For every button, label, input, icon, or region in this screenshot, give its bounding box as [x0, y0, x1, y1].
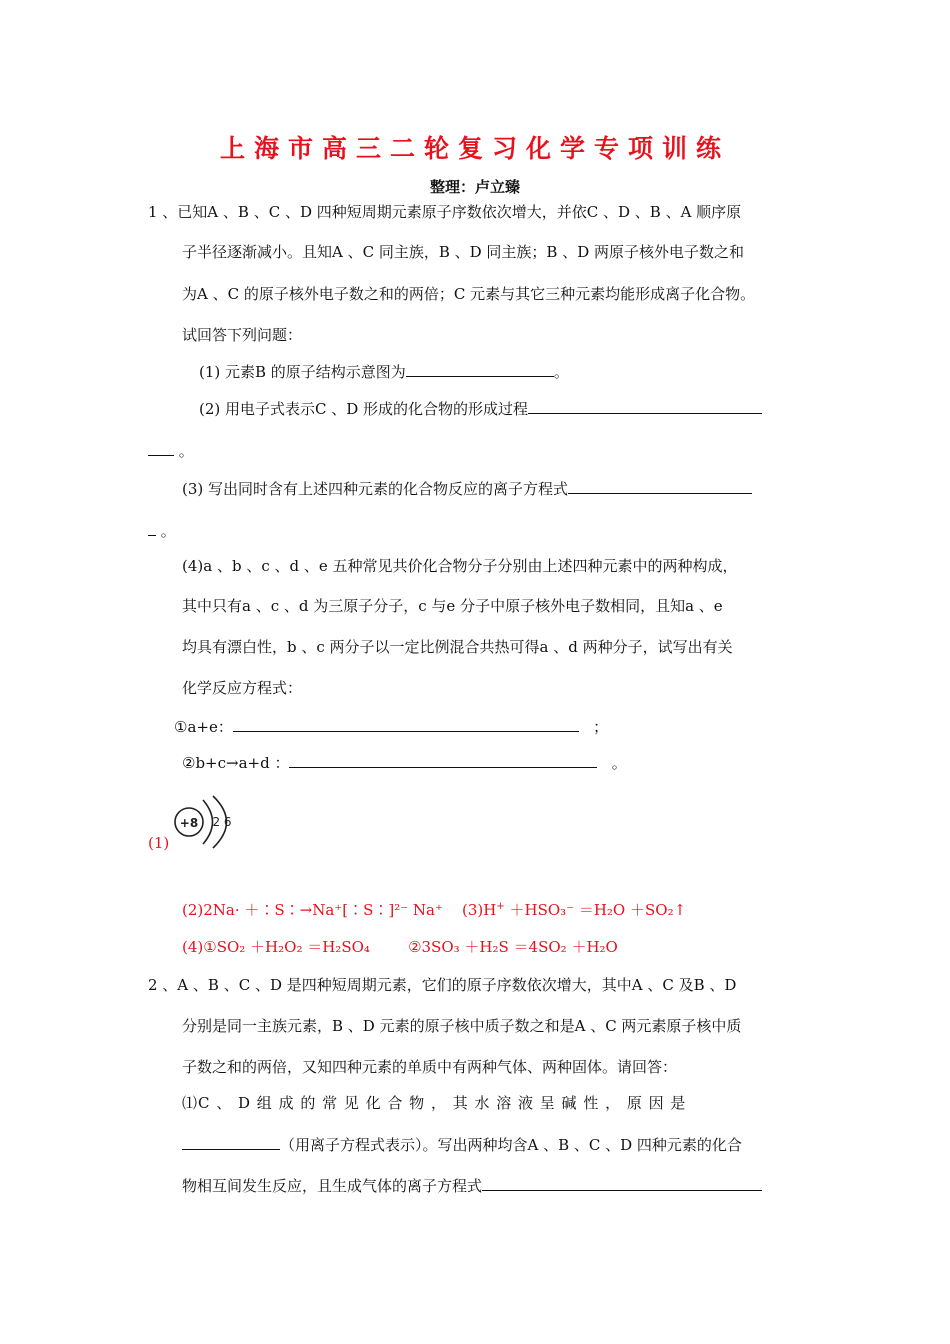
equation-2-end: 。: [611, 754, 627, 772]
answer-blank[interactable]: [182, 1134, 280, 1150]
q1-part-2-end: 。: [178, 442, 194, 460]
q1-part-3-continuation: [148, 520, 176, 541]
q2-part-1-line-2: [182, 1134, 742, 1155]
q2-part-1-text-2: 物相互间发生反应，且生成气体的离子方程式: [182, 1177, 483, 1195]
answer-blank[interactable]: [482, 1175, 762, 1191]
q1-part-1: [199, 361, 569, 382]
answer-4-part-2: ②3SO₃ ＋H₂S ＝4SO₂ ＋H₂O: [408, 938, 618, 956]
answer-3-text: ＋HSO₃⁻ ＝H₂O ＋SO₂↑: [509, 901, 687, 919]
q2-part-1-line-1: ⑴C 、 D 组 成 的 常 见 化 合 物 ， 其 水 溶 液 呈 碱 性 ， 原 因 是: [182, 1094, 687, 1112]
q1-stem-line-2: 子半径逐渐减小。且知A 、C 同主族，B 、D 同主族；B 、D 两原子核外电子数之和: [182, 243, 745, 261]
answer-3-prefix: (3)H: [461, 901, 497, 919]
answer-blank[interactable]: [289, 752, 597, 768]
q2-part-1-line-3: [182, 1175, 762, 1196]
author-line: 整理：卢立臻: [429, 178, 520, 196]
document-title: 上海市高三二轮复习化学专项训练: [219, 134, 730, 163]
q1-part-2: [199, 398, 762, 419]
q1-part-3-end: 。: [160, 522, 176, 540]
answer-blank[interactable]: [233, 716, 579, 732]
q1-part-4-line-2: 其中只有a 、c 、d 为三原子分子，c 与e 分子中原子核外电子数相同，且知a 、e: [182, 597, 723, 615]
q1-part-4-line-3: 均具有漂白性，b 、c 两分子以一定比例混合共热可得a 、d 两种分子，试写出有关: [182, 638, 733, 656]
q1-part-4-line-1: (4)a 、b 、c 、d 、e 五种常见共价化合物分子分别由上述四种元素中的两种构成，: [182, 557, 738, 575]
answer-blank[interactable]: [148, 440, 174, 456]
q1-part-3-text: (3) 写出同时含有上述四种元素的化合物反应的离子方程式: [182, 480, 569, 498]
answer-1-label: (1): [148, 834, 170, 852]
q1-part-1-text: (1) 元素B 的原子结构示意图为: [199, 363, 406, 381]
answer-4: [182, 937, 618, 957]
q1-equation-1: [174, 716, 608, 737]
answer-blank[interactable]: [528, 398, 762, 414]
q1-stem-line-3: 为A 、C 的原子核外电子数之和的两倍；C 元素与其它三种元素均能形成离子化合物。: [182, 285, 756, 303]
q2-stem-line-2: 分别是同一主族元素，B 、D 元素的原子核中质子数之和是A 、C 两元素原子核中质: [182, 1017, 742, 1035]
answer-2-text: (2)2Na· ＋∶S∶→Na⁺[∶S∶]²⁻ Na⁺: [182, 901, 443, 919]
answer-4-part-1: (4)①SO₂ ＋H₂O₂ ＝H₂SO₄: [182, 938, 370, 956]
equation-2-label: ②b+c→a+d ：: [182, 754, 290, 772]
atom-structure-diagram: [170, 794, 250, 850]
q1-part-4-line-4: 化学反应方程式：: [182, 679, 303, 697]
nucleus-charge: +8: [179, 816, 199, 830]
q1-stem-line-4: 试回答下列问题：: [182, 326, 303, 344]
equation-1-label: ①a+e：: [174, 718, 233, 736]
q1-part-3: [182, 478, 752, 499]
q1-equation-2: [182, 752, 627, 773]
electron-shell-1: [203, 800, 213, 844]
q2-stem-line-3: 子数之和的两倍，又知四种元素的单质中有两种气体、两种固体。请回答：: [182, 1058, 678, 1076]
answer-2: (2)2Na· ＋∶S∶→Na⁺[∶S∶]²⁻ Na⁺ (3)H+ ＋HSO₃⁻ ＝H₂O ＋SO₂↑: [182, 901, 687, 919]
q1-part-2-continuation: [148, 440, 194, 461]
q1-part-2-text: (2) 用电子式表示C 、D 形成的化合物的形成过程: [199, 400, 529, 418]
q2-part-1-text: （用离子方程式表示）。写出两种均含A 、B 、C 、D 四种元素的化合: [280, 1136, 742, 1154]
equation-1-end: ；: [593, 718, 609, 736]
q2-stem-line-1: 2 、A 、B 、C 、D 是四种短周期元素，它们的原子序数依次增大，其中A 、C 及B 、D: [148, 976, 737, 994]
answer-blank[interactable]: [406, 361, 554, 377]
q1-stem-line-1: 1 、已知A 、B 、C 、D 四种短周期元素原子序数依次增大，并依C 、D 、B 、A 顺序原: [148, 203, 742, 221]
shell-electron-counts: 2 6: [212, 815, 232, 829]
answer-blank[interactable]: [148, 520, 156, 536]
answer-blank[interactable]: [568, 478, 752, 494]
q1-part-1-end: 。: [553, 363, 569, 381]
